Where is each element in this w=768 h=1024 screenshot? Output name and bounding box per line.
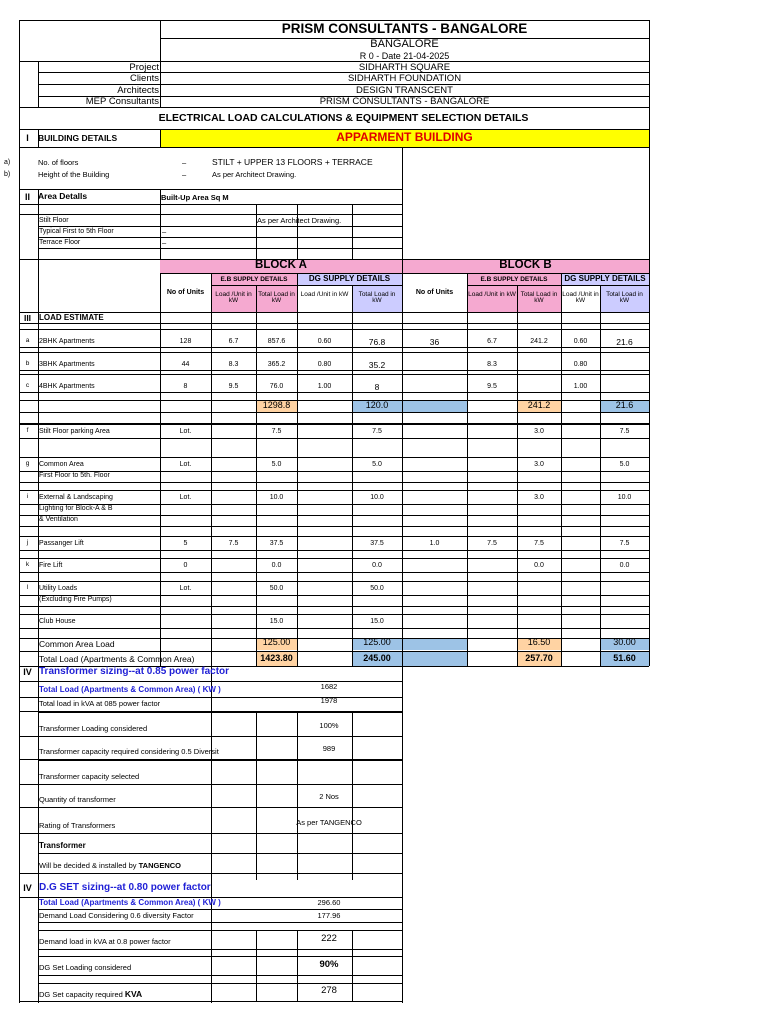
building-item-dash: – xyxy=(182,158,187,167)
building-item-value: As per Architect Drawing. xyxy=(212,170,297,179)
built-up-area-header: Built-Up Area Sq M xyxy=(161,193,229,202)
grid-line xyxy=(38,237,402,238)
cell-units: 5 xyxy=(183,540,188,547)
grand-b-dg-total: 51.60 xyxy=(613,653,636,663)
grid-line xyxy=(402,147,403,259)
grid-line xyxy=(19,482,649,483)
grid-line xyxy=(38,226,402,227)
dg-row-value: 177.96 xyxy=(317,911,341,920)
grid-line xyxy=(297,930,298,1001)
building-item-key: b) xyxy=(4,171,11,178)
grid-line xyxy=(561,273,562,666)
cell-b_dgtot: 7.5 xyxy=(619,428,630,435)
grand-a-dg-total: 245.00 xyxy=(363,653,391,663)
area-row-label: Terrace Floor xyxy=(39,239,81,246)
load-column-header: Total Load in kW xyxy=(258,291,295,305)
grid-line xyxy=(19,681,402,682)
subtotal-b-dg-total: 21.6 xyxy=(615,400,634,410)
grid-line xyxy=(19,606,649,607)
cell-a_dgtot: 76.8 xyxy=(368,337,386,347)
row-key: k xyxy=(25,561,30,568)
grand-b-total: 257.70 xyxy=(525,653,553,663)
row-key: i xyxy=(26,493,29,500)
section-iii-number: III xyxy=(23,313,32,323)
cell-b_units: 1.0 xyxy=(429,540,440,547)
cell-lpu: 7.5 xyxy=(228,540,239,547)
transformer-row-label: Total load in kVA at 085 power factor xyxy=(39,699,161,708)
grid-line xyxy=(38,736,402,737)
cell-units: 0 xyxy=(183,562,188,569)
cell-b_lpu: 7.5 xyxy=(487,540,497,547)
apartment-row-label: 3BHK Apartments xyxy=(39,361,95,368)
architects-label: Architects xyxy=(117,85,159,96)
common-row-label-2: Lighting for Block-A & B xyxy=(39,505,113,512)
cell-units: Lot. xyxy=(179,494,192,501)
grid-line xyxy=(160,129,161,147)
cell-b_tot: 3.0 xyxy=(534,428,544,435)
cell-a_dgtot: 35.2 xyxy=(368,360,386,370)
grand-a-total: 1423.80 xyxy=(260,653,293,663)
transformer-row-value: 1978 xyxy=(320,696,338,705)
row-key: b xyxy=(25,360,30,367)
grid-line xyxy=(19,323,649,324)
apartment-row-label: 4BHK Apartments xyxy=(39,383,95,390)
common-b-dg-total: 30.00 xyxy=(613,637,636,647)
transformer-sizing-title: Transformer sizing--at 0.85 power factor xyxy=(39,666,230,677)
block-a-units-header: No of Units xyxy=(166,289,205,296)
grid-line xyxy=(19,651,649,652)
common-row-label: Utility Loads xyxy=(39,585,78,592)
cell-a_tot: 5.0 xyxy=(271,461,282,468)
subtotal-b-total: 241.2 xyxy=(527,400,551,410)
grid-line xyxy=(256,930,257,1001)
transformer-label: Transformer xyxy=(39,841,86,850)
grid-line xyxy=(19,614,649,615)
dg-row-value: 222 xyxy=(321,933,337,944)
load-column-header: Total Load in kW xyxy=(606,291,643,305)
cell-a_lpu: 6.7 xyxy=(228,338,239,345)
common-row-label: Stilt Floor parking Area xyxy=(39,428,110,435)
grand-total-label: Total Load (Apartments & Common Area) xyxy=(39,654,195,664)
grid-line xyxy=(38,853,402,854)
clients-label: Clients xyxy=(129,73,159,84)
transformer-note-authority: TANGENCO xyxy=(138,861,182,870)
grid-line xyxy=(38,956,402,957)
block-b-dg-header: DG SUPPLY DETAILS xyxy=(564,274,646,283)
grid-line xyxy=(38,248,402,249)
area-row-value: As per Architect Drawing. xyxy=(257,216,342,225)
company-name: PRISM CONSULTANTS - BANGALORE xyxy=(281,21,528,36)
cell-b_dgtot: 7.5 xyxy=(619,540,630,547)
common-row-label-2: First Floor to 5th. Floor xyxy=(39,472,110,479)
load-column-header: Total Load in kW xyxy=(520,291,558,305)
dg-row-label: Demand Load Considering 0.6 diversity Factor xyxy=(39,911,194,920)
grid-line xyxy=(19,392,649,393)
cell-a_lpu: 8.3 xyxy=(228,361,239,368)
grid-line xyxy=(211,273,212,666)
dg-row-label: DG Set capacity required KVA xyxy=(39,989,143,999)
cell-b_tot: 7.5 xyxy=(534,540,544,547)
cell-a_dgtot: 8 xyxy=(374,382,380,392)
row-key: f xyxy=(26,427,29,434)
building-item-label: No. of floors xyxy=(38,158,79,167)
grid-line xyxy=(19,204,402,205)
building-item-label: Height of the Building xyxy=(38,170,110,179)
cell-a_tot: 857.6 xyxy=(267,338,286,345)
section-ii-label: Area Detalls xyxy=(38,191,88,201)
grid-line xyxy=(352,204,353,259)
cell-units: Lot. xyxy=(179,461,192,468)
transformer-row-value: 1682 xyxy=(320,682,338,691)
cell-b_tot: 0.0 xyxy=(534,562,544,569)
block-a-title: BLOCK A xyxy=(255,259,307,271)
cell-a_tot: 0.0 xyxy=(271,562,282,569)
cell-a_tot: 7.5 xyxy=(271,428,282,435)
cell-b_lpu: 6.7 xyxy=(487,338,497,345)
cell-b_dgtot: 5.0 xyxy=(619,461,630,468)
grid-line xyxy=(297,273,298,666)
cell-b_lpu: 9.5 xyxy=(487,383,497,390)
section-ii-number: II xyxy=(24,192,30,202)
cell-a_units: 128 xyxy=(179,338,192,345)
cell-a_dglpu: 0.80 xyxy=(317,361,332,368)
grid-line xyxy=(297,712,298,880)
block-b-title: BLOCK B xyxy=(499,259,552,271)
cell-a_tot: 10.0 xyxy=(269,494,284,501)
cell-a_dgtot: 5.0 xyxy=(372,461,382,468)
area-row-value: – xyxy=(162,238,167,247)
grid-line xyxy=(19,438,649,439)
grid-line xyxy=(38,833,402,834)
cell-b_dglpu: 0.80 xyxy=(573,361,588,368)
grid-line xyxy=(352,930,353,1001)
grid-line xyxy=(19,107,649,108)
load-column-header: Load /Unit in kW xyxy=(468,291,516,298)
grid-line xyxy=(352,712,353,880)
transformer-row-value: 989 xyxy=(322,744,336,753)
row-key: j xyxy=(26,539,29,546)
section-iv-number: IV xyxy=(23,667,32,677)
transformer-row-value: 2 Nos xyxy=(319,792,339,801)
load-column-header: Load /Unit in kW xyxy=(300,291,349,298)
grid-line xyxy=(467,273,468,666)
dg-row-label: Total Load (Apartments & Common Area) ( KW ) xyxy=(39,898,221,907)
block-b-units-header: No of Units xyxy=(415,289,454,296)
cell-b_tot: 3.0 xyxy=(534,461,544,468)
sheet-left-border xyxy=(19,20,20,1003)
block-a-dg-header: DG SUPPLY DETAILS xyxy=(308,274,391,283)
dg-row-label: Demand load in kVA at 0.8 power factor xyxy=(39,937,171,946)
grid-line xyxy=(19,457,649,458)
dg-row-label: DG Set Loading considered xyxy=(39,963,132,972)
common-row-label: Common Area xyxy=(39,461,84,468)
grid-line xyxy=(19,581,649,582)
grid-line xyxy=(19,129,649,130)
grid-line xyxy=(19,352,649,353)
row-key: c xyxy=(25,382,30,389)
transformer-row-value: As per TANGENCO xyxy=(296,818,362,827)
transformer-row-label: Transformer capacity required considering 0.5 Diversit xyxy=(39,747,219,756)
cell-a_dgtot: 15.0 xyxy=(370,618,384,625)
grid-line xyxy=(211,285,402,286)
grid-line xyxy=(467,285,649,286)
grid-line xyxy=(19,628,649,629)
grid-line xyxy=(38,129,39,147)
cell-b_units: 36 xyxy=(429,337,440,347)
common-row-label: Fire Lift xyxy=(39,562,63,569)
grid-line xyxy=(19,424,649,425)
cell-b_dgtot: 0.0 xyxy=(619,562,630,569)
transformer-row-label: Rating of Transformers xyxy=(39,821,116,830)
dg-row-value: 90% xyxy=(319,959,339,970)
grid-line xyxy=(19,550,649,551)
cell-a_lpu: 9.5 xyxy=(228,383,239,390)
cell-b_tot: 241.2 xyxy=(530,338,548,345)
cell-b_dglpu: 1.00 xyxy=(573,383,588,390)
dg-row-value: 278 xyxy=(321,985,337,996)
grid-line xyxy=(256,712,257,880)
common-row-label: Club House xyxy=(39,618,76,625)
grid-line xyxy=(38,760,402,761)
grid-line xyxy=(19,1001,402,1002)
load-column-header: Load /Unit in kW xyxy=(215,291,252,305)
grid-line xyxy=(402,666,403,1003)
cell-b_dgtot: 21.6 xyxy=(616,337,633,347)
grid-line xyxy=(19,412,649,413)
transformer-note xyxy=(39,862,181,870)
cell-a_dgtot: 0.0 xyxy=(372,562,382,569)
cell-a_tot: 50.0 xyxy=(269,585,284,592)
cell-b_dgtot: 10.0 xyxy=(617,494,632,501)
architects-value: DESIGN TRANSCENT xyxy=(356,85,453,96)
dg-row-value: 296.60 xyxy=(317,898,341,907)
transformer-row-label: Transformer capacity selected xyxy=(39,772,140,781)
subtotal-a-dg-total: 120.0 xyxy=(365,400,389,410)
area-row-label: Stilt Floor xyxy=(39,217,69,224)
grid-line xyxy=(38,712,402,713)
dg-capacity-unit: KVA xyxy=(124,989,143,999)
section-v-number: IV xyxy=(23,883,32,893)
cell-b_lpu: 8.3 xyxy=(487,361,497,368)
document-title: ELECTRICAL LOAD CALCULATIONS & EQUIPMENT SELECTION DETAILS xyxy=(158,112,529,124)
section-i-number: I xyxy=(26,133,29,143)
cell-a_dgtot: 37.5 xyxy=(370,540,384,547)
cell-a_tot: 15.0 xyxy=(269,618,284,625)
project-label: Project xyxy=(129,62,159,73)
grid-line xyxy=(38,922,402,923)
area-row-value: – xyxy=(162,227,167,236)
grid-line xyxy=(19,370,649,371)
building-type-banner: APPARMENT BUILDING xyxy=(336,130,473,144)
row-key: a xyxy=(25,337,30,344)
transformer-row-label: Quantity of transformer xyxy=(39,795,116,804)
grid-line xyxy=(297,204,298,259)
transformer-note-text: Will be decided & installed by xyxy=(39,861,139,870)
cell-b_dglpu: 0.60 xyxy=(573,338,588,345)
cell-units: Lot. xyxy=(179,585,192,592)
grid-line xyxy=(38,983,402,984)
grid-line xyxy=(38,909,402,910)
load-column-header: Total Load in kW xyxy=(358,291,396,305)
cell-a_dglpu: 0.60 xyxy=(317,338,332,345)
grid-line xyxy=(160,273,161,666)
cell-b_tot: 3.0 xyxy=(534,494,544,501)
grid-line xyxy=(211,666,212,1003)
block-a-eb-header: E.B SUPPLY DETAILS xyxy=(220,276,288,283)
cell-a_dgtot: 7.5 xyxy=(372,428,382,435)
cell-a_dgtot: 10.0 xyxy=(370,494,384,501)
area-row-label: Typical First to 5th Floor xyxy=(39,228,114,235)
building-item-key: a) xyxy=(4,159,11,166)
cell-units: Lot. xyxy=(179,428,192,435)
block-b-eb-header: E.B SUPPLY DETAILS xyxy=(480,276,548,283)
cell-a_units: 8 xyxy=(183,383,188,390)
city-name: BANGALORE xyxy=(370,38,439,50)
dg-sizing-title: D.G SET sizing--at 0.80 power factor xyxy=(39,882,211,893)
common-b-total: 16.50 xyxy=(527,637,551,647)
common-row-label-3: & Ventilation xyxy=(39,516,78,523)
grid-line xyxy=(19,61,649,62)
common-area-load-label: Common Area Load xyxy=(39,639,115,649)
row-key: g xyxy=(25,460,30,467)
common-row-label: Passanger Lift xyxy=(39,540,84,547)
load-estimate-label: LOAD ESTIMATE xyxy=(39,313,104,322)
apartment-row-label: 2BHK Apartments xyxy=(39,338,95,345)
revision-date: R 0 - Date 21-04-2025 xyxy=(359,51,450,61)
grid-line xyxy=(19,526,649,527)
grid-line xyxy=(38,930,402,931)
grid-line xyxy=(38,784,402,785)
clients-value: SIDHARTH FOUNDATION xyxy=(347,73,462,84)
cell-a_tot: 37.5 xyxy=(269,540,284,547)
grid-line xyxy=(19,572,649,573)
section-i-label: BUILDING DETAILS xyxy=(38,133,118,143)
transformer-row-label: Total Load (Apartments & Common Area) ( KW ) xyxy=(39,685,221,694)
mep-consultants-label: MEP Consultants xyxy=(85,96,159,107)
cell-a_dglpu: 1.00 xyxy=(317,383,332,390)
mep-consultants-value: PRISM CONSULTANTS - BANGALORE xyxy=(319,96,490,107)
cell-a_tot: 365.2 xyxy=(267,361,286,368)
grid-line xyxy=(38,949,402,950)
grid-line xyxy=(38,975,402,976)
grid-line xyxy=(19,329,649,330)
grid-line xyxy=(19,312,649,313)
row-key: l xyxy=(26,584,29,591)
grid-line xyxy=(19,214,402,215)
grid-line xyxy=(19,536,649,537)
building-item-value: STILT + UPPER 13 FLOORS + TERRACE xyxy=(212,157,373,167)
grid-line xyxy=(19,374,649,375)
grid-line xyxy=(19,347,649,348)
common-row-label: External & Landscaping xyxy=(39,494,113,501)
grid-line xyxy=(19,873,402,874)
load-column-header: Load /Unit in kW xyxy=(562,291,599,305)
grid-line xyxy=(19,147,649,148)
grid-line xyxy=(402,259,403,666)
cell-a_units: 44 xyxy=(181,361,190,368)
common-a-total: 125.00 xyxy=(262,637,291,647)
project-value: SIDHARTH SQUARE xyxy=(358,62,451,73)
grid-line xyxy=(38,807,402,808)
cell-a_dgtot: 50.0 xyxy=(370,585,384,592)
transformer-row-value: 100% xyxy=(319,721,339,730)
cell-a_tot: 76.0 xyxy=(269,383,284,390)
grid-line xyxy=(19,189,402,190)
common-a-dg-total: 125.00 xyxy=(363,637,391,647)
grid-line xyxy=(19,490,649,491)
building-item-dash: – xyxy=(182,170,187,179)
common-row-label-2: (Excluding Fire Pumps) xyxy=(39,596,112,603)
transformer-row-label: Transformer Loading considered xyxy=(39,724,148,733)
grid-line xyxy=(19,558,649,559)
subtotal-a-total: 1298.8 xyxy=(262,400,291,410)
